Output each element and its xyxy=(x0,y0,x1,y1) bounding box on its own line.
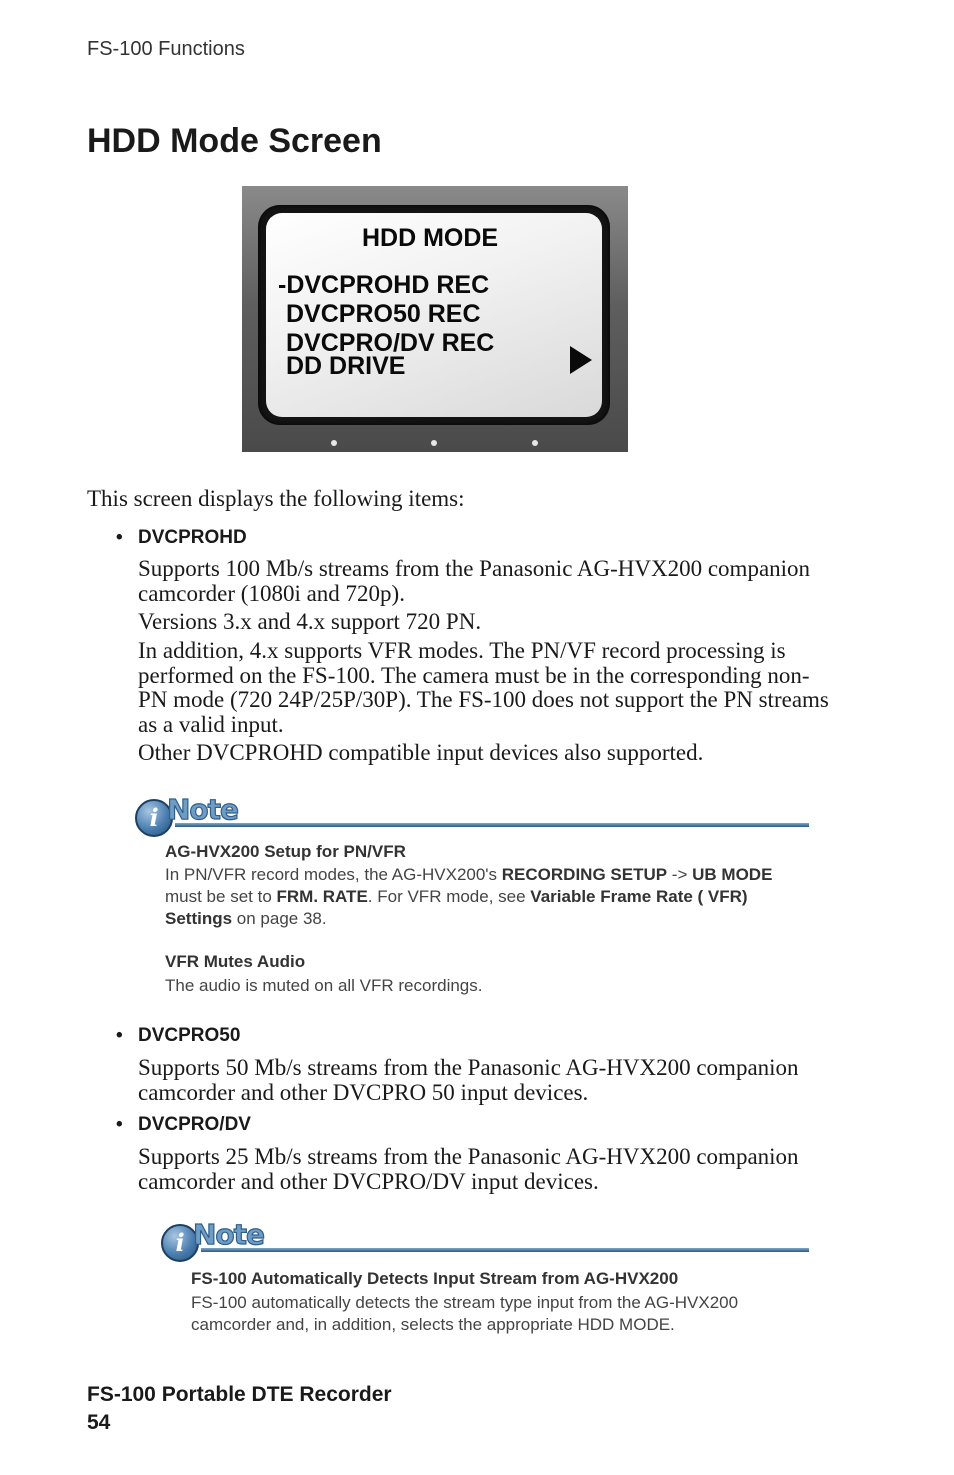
lcd-indicator-dot xyxy=(331,440,337,446)
bullet-dvcprohd: • DVCPROHD xyxy=(116,527,247,548)
footer-title: FS-100 Portable DTE Recorder xyxy=(87,1383,392,1406)
lcd-item-dvcprodv: DVCPRO/DV REC xyxy=(286,329,495,357)
note-banner xyxy=(161,1218,809,1262)
info-icon: i xyxy=(135,799,173,837)
lcd-item-dvcpro50: DVCPRO50 REC xyxy=(286,300,481,328)
info-icon: i xyxy=(161,1224,199,1262)
play-arrow-icon xyxy=(570,346,592,374)
lcd-indicator-dot xyxy=(532,440,538,446)
paragraph: Supports 50 Mb/s streams from the Panasonic AG-HVX200 companion camcorder and other DVCPRO 50 input devices. xyxy=(138,1055,799,1105)
lcd-display xyxy=(266,213,602,417)
lcd-indicator-dot xyxy=(431,440,437,446)
page-title: HDD Mode Screen xyxy=(87,122,382,160)
note-label: Note xyxy=(193,1218,265,1251)
paragraph: Supports 100 Mb/s streams from the Panasonic AG-HVX200 companion camcorder (1080i and 720p). xyxy=(138,556,811,606)
note-text: In PN/VFR record modes, the AG-HVX200's RECORDING SETUP -> UB MODE must be set to FRM. RATE. For VFR mode, see Variable Frame Rate ( VFR) Settings on page 38. xyxy=(165,865,773,928)
lcd-item-dvcprohd: -DVCPROHD REC xyxy=(278,271,490,299)
note-title: FS-100 Automatically Detects Input Stream from AG-HVX200 xyxy=(191,1269,679,1288)
paragraph: In addition, 4.x supports VFR modes. The PN/VF record processing is performed on the FS-100. The camera must be in the corresponding non-PN mode (720 24P/25P/30P). The FS-100 does not support the PN streams as a valid input. xyxy=(138,638,829,737)
note-text: FS-100 automatically detects the stream type input from the AG-HVX200 camcorder and, in addition, selects the appropriate HDD MODE. xyxy=(191,1293,739,1334)
note-title: VFR Mutes Audio xyxy=(165,952,306,971)
paragraph: Supports 25 Mb/s streams from the Panasonic AG-HVX200 companion camcorder and other DVCPRO/DV input devices. xyxy=(138,1144,799,1194)
lcd-bezel xyxy=(258,205,610,425)
bullet-label: DVCPRO50 xyxy=(138,1025,241,1046)
bullet-dvcprodv: • DVCPRO/DV xyxy=(116,1114,251,1135)
lcd-item-dd-drive: DD DRIVE xyxy=(286,352,406,380)
bullet-dvcpro50: • DVCPRO50 xyxy=(116,1025,241,1046)
note-title: AG-HVX200 Setup for PN/VFR xyxy=(165,842,406,861)
lcd-title: HDD MODE xyxy=(362,224,499,252)
page-number: 54 xyxy=(87,1411,111,1434)
intro-text: This screen displays the following items: xyxy=(87,486,465,511)
running-header: FS-100 Functions xyxy=(87,38,245,60)
note-text: The audio is muted on all VFR recordings. xyxy=(165,976,483,995)
paragraph: Other DVCPROHD compatible input devices also supported. xyxy=(138,740,704,765)
paragraph: Versions 3.x and 4.x support 720 PN. xyxy=(138,609,482,634)
note-banner xyxy=(135,793,809,837)
hdd-mode-lcd-illustration xyxy=(242,186,628,452)
bullet-label: DVCPRO/DV xyxy=(138,1114,251,1135)
note-label: Note xyxy=(167,793,239,826)
bullet-label: DVCPROHD xyxy=(138,527,247,548)
